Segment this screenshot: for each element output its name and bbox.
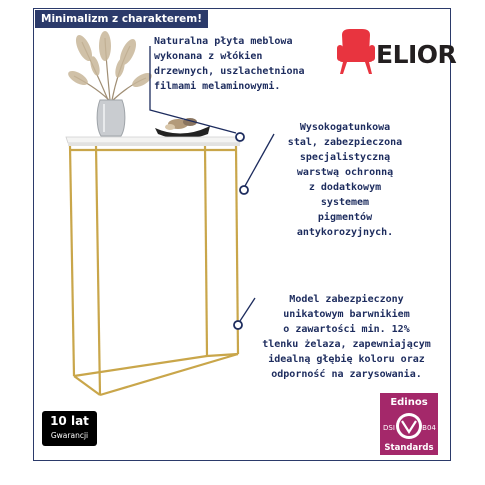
finish-description bbox=[254, 292, 439, 382]
steel-line: warstwą ochronną bbox=[296, 167, 394, 178]
board-line: Naturalna płyta meblowa bbox=[154, 36, 293, 47]
steel-line: z dodatkowym bbox=[308, 182, 382, 193]
warranty-badge bbox=[42, 411, 97, 446]
certificate-label: Standards bbox=[384, 443, 434, 453]
steel-line: stal, zabezpieczona bbox=[287, 137, 403, 148]
steel-description bbox=[275, 120, 415, 240]
board-line: filmami melaminowymi. bbox=[154, 81, 281, 92]
finish-line: idealną głębię koloru oraz bbox=[268, 354, 425, 365]
vase-decoration bbox=[66, 31, 154, 136]
steel-frame bbox=[70, 146, 238, 395]
finish-line: odporność na zarysowania. bbox=[271, 369, 422, 380]
certificate-right-mark: B04 bbox=[422, 424, 436, 432]
edinos-certificate bbox=[380, 393, 438, 455]
steel-line: systemem bbox=[320, 197, 370, 208]
certificate-name: Edinos bbox=[390, 397, 428, 408]
steel-line: pigmentów bbox=[317, 212, 373, 223]
brand-name: ELIOR bbox=[376, 40, 457, 69]
warranty-years: 10 lat bbox=[50, 414, 89, 428]
finish-line: tlenku żelaza, zapewniającym bbox=[262, 339, 431, 350]
title-badge: Minimalizm z charakterem! bbox=[35, 10, 208, 28]
steel-line: specjalistyczną bbox=[299, 152, 391, 163]
board-line: wykonana z włókien bbox=[154, 51, 263, 62]
warranty-label: Gwarancji bbox=[50, 431, 89, 440]
steel-line: Wysokogatunkowa bbox=[299, 122, 391, 133]
board-description bbox=[154, 34, 329, 94]
finish-line: unikatowym barwnikiem bbox=[283, 309, 410, 320]
armchair-icon bbox=[337, 29, 375, 74]
bowl-decoration bbox=[155, 118, 210, 139]
finish-line: o zawartości min. 12% bbox=[283, 324, 410, 335]
certificate-left-mark: DSI bbox=[383, 424, 395, 432]
board-line: drzewnych, uszlachetniona bbox=[154, 66, 305, 77]
table-top bbox=[66, 137, 240, 146]
finish-line: Model zabezpieczony bbox=[289, 294, 404, 305]
steel-line: antykorozyjnych. bbox=[296, 227, 394, 238]
